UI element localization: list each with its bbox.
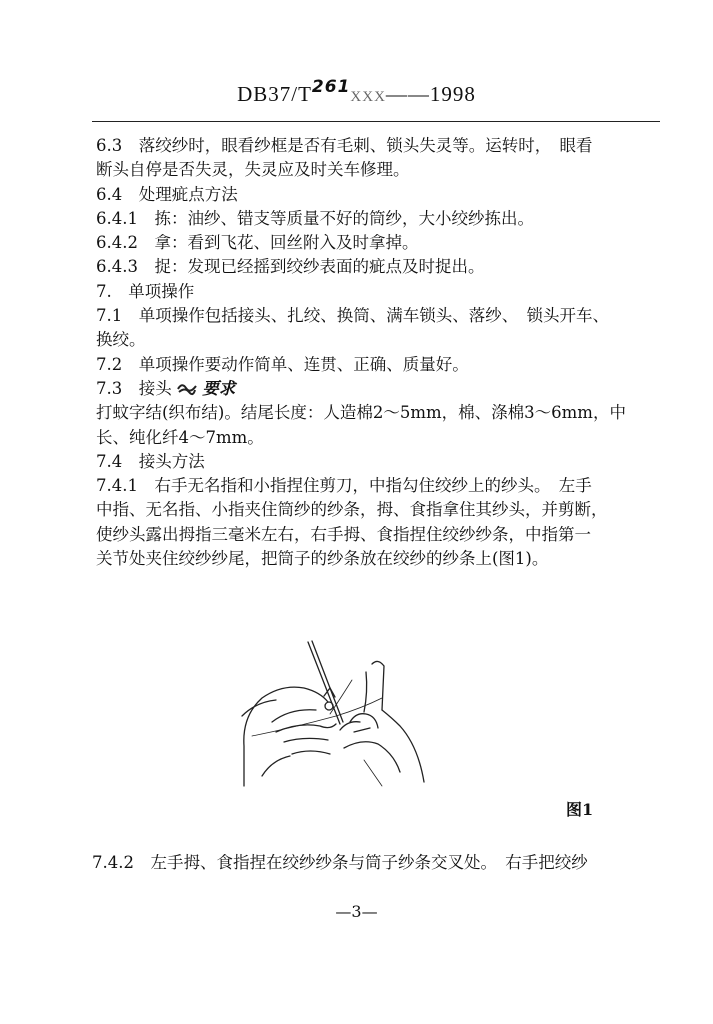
strikeout-scribble-icon <box>177 379 197 397</box>
section-7-3-heading: 7.3 接头 <box>96 378 172 398</box>
text-line: 7.2 单项操作要动作简单、连贯、正确、质量好。 <box>96 354 469 374</box>
figure-caption: 图1 <box>566 800 594 819</box>
handwritten-annotation: 要求 <box>202 378 236 398</box>
text-line: 中指、无名指、小指夹住筒纱的纱条，拇、食指拿住其纱头，并剪断， <box>96 500 608 520</box>
text-line: 关节处夹住绞纱纱尾，把筒子的纱条放在绞纱的纱条上(图1)。 <box>96 549 549 569</box>
text-line: 使纱头露出拇指三毫米左右，右手拇、食指捏住绞纱纱条，中指第一 <box>96 524 591 544</box>
handwritten-standard-number: 261 <box>311 77 351 97</box>
text-line: 7.1 单项操作包括接头、扎绞、换筒、满车锁头、落纱、 锁头开车、 <box>96 306 609 326</box>
text-line: 6.4.3 捉：发现已经摇到绞纱表面的疵点及时捉出。 <box>96 257 485 277</box>
text-line: 7. 单项操作 <box>96 281 195 301</box>
text-line: 6.4 处理疵点方法 <box>96 184 238 204</box>
text-line: 换绞。 <box>96 330 146 350</box>
standard-code-prefix: DB37/T <box>237 82 312 106</box>
header-rule <box>92 121 660 122</box>
standard-code-header <box>0 77 713 107</box>
text-line: 7.4.2 左手拇、食指捏在绞纱纱条与筒子纱条交叉处。 右手把绞纱 <box>92 853 588 872</box>
page-number: —3— <box>335 902 378 921</box>
text-line: 7.4 接头方法 <box>96 451 205 471</box>
text-line: 6.4.1 拣：油纱、错支等质量不好的筒纱，大小绞纱拣出。 <box>96 208 534 228</box>
text-line-7-3 <box>96 377 670 401</box>
text-line: 断头自停是否失灵，失灵应及时关车修理。 <box>96 160 410 180</box>
text-line: 长、纯化纤4～7mm。 <box>96 427 264 447</box>
standard-year: ——1998 <box>385 82 476 106</box>
hands-knotting-illustration <box>232 636 452 796</box>
body-text <box>96 134 670 571</box>
text-line: 6.4.2 拿：看到飞花、回丝附入及时拿掉。 <box>96 233 419 253</box>
crossed-out-number: XXX <box>350 89 386 105</box>
text-line: 6.3 落绞纱时，眼看纱框是否有毛刺、锁头失灵等。运转时， 眼看 <box>96 136 593 155</box>
text-line: 打蚊字结(织布结)。结尾长度：人造棉2～5mm，棉、涤棉3～6mm，中 <box>96 403 626 423</box>
text-line: 7.4.1 右手无名指和小指捏住剪刀，中指勾住绞纱上的纱头。 左手 <box>96 476 592 496</box>
